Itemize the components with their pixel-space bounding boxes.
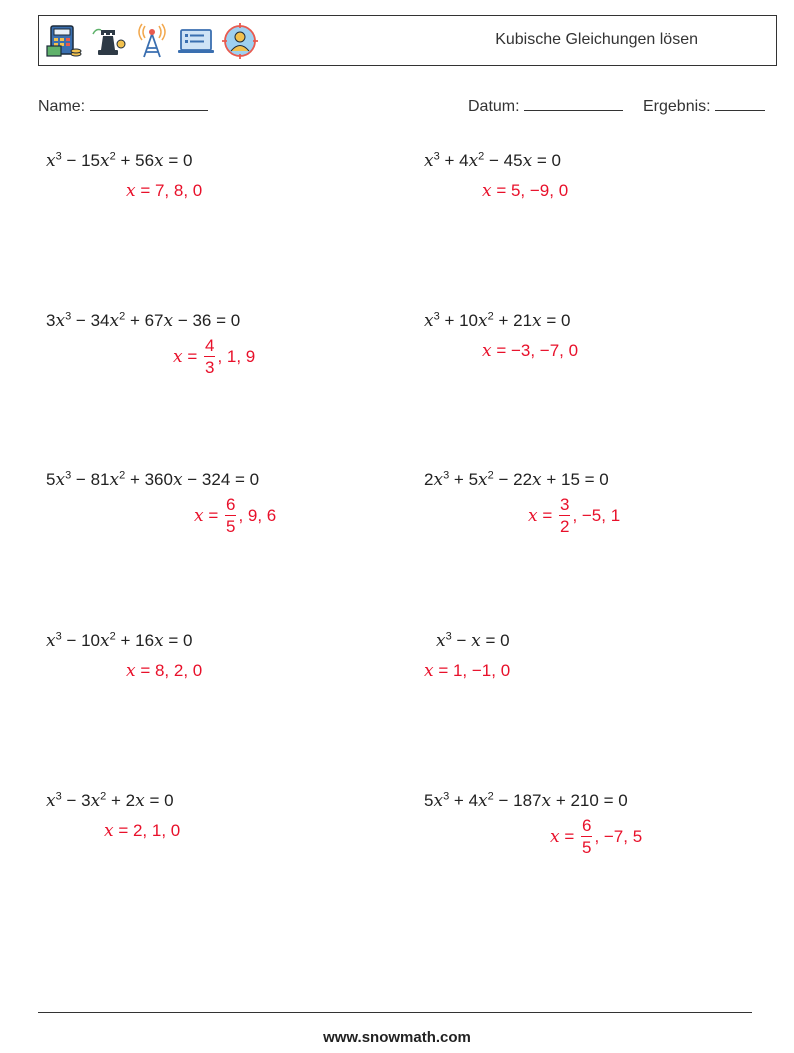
footer-divider — [38, 1012, 752, 1013]
worksheet-header — [38, 15, 777, 66]
date-field — [468, 96, 623, 116]
problem-equation: $x^3 + 4x^2 - 45x = 0$ — [424, 150, 562, 171]
answer-fraction: $\frac{6}{5}$ — [225, 495, 236, 536]
problem-answer: x = 5, −9, 0 — [482, 181, 569, 201]
name-field — [38, 96, 208, 116]
problem-answer: x = $\frac{4}{3}$ , 1, 9 — [173, 336, 256, 377]
problem-equation: $x^3 + 10x^2 + 21x = 0$ — [424, 310, 571, 331]
calculator-money-icon — [45, 22, 83, 60]
laptop-checklist-icon — [177, 22, 215, 60]
answer-fraction: $\frac{6}{5}$ — [581, 816, 592, 857]
name-label: Name: — [38, 98, 86, 115]
date-line[interactable] — [524, 96, 623, 111]
problem-equation: $x^3 - 3x^2 + 2x = 0$ — [46, 790, 174, 811]
problem-answer: x = $\frac{6}{5}$ , 9, 6 — [194, 495, 277, 536]
problem-equation: $x^3 - x = 0$ — [436, 630, 510, 651]
result-line[interactable] — [715, 96, 765, 111]
worksheet-title: Kubische Gleichungen lösen — [495, 31, 698, 48]
user-target-icon — [221, 22, 259, 60]
name-line[interactable] — [90, 96, 208, 111]
header-icons — [45, 22, 259, 60]
result-field — [643, 96, 765, 116]
problem-answer: x = $\frac{3}{2}$ , −5, 1 — [528, 495, 621, 536]
problem-equation: $x^3 - 15x^2 + 56x = 0$ — [46, 150, 193, 171]
problem-answer: x = 7, 8, 0 — [126, 181, 203, 201]
problem-answer: x = −3, −7, 0 — [482, 341, 579, 361]
problem-equation: $5x^3 - 81x^2 + 360x - 324 = 0$ — [46, 469, 260, 490]
problem-equation: $3x^3 - 34x^2 + 67x - 36 = 0$ — [46, 310, 241, 331]
problem-answer: x = 2, 1, 0 — [104, 821, 181, 841]
date-label: Datum: — [468, 98, 520, 115]
result-label: Ergebnis: — [643, 98, 711, 115]
answer-fraction: $\frac{3}{2}$ — [559, 495, 570, 536]
problem-equation: $x^3 - 10x^2 + 16x = 0$ — [46, 630, 193, 651]
chess-rook-icon — [89, 22, 127, 60]
radio-tower-icon — [133, 22, 171, 60]
problem-equation: $2x^3 + 5x^2 - 22x + 15 = 0$ — [424, 469, 609, 490]
problem-equation: $5x^3 + 4x^2 - 187x + 210 = 0$ — [424, 790, 628, 811]
problem-answer: x = $\frac{6}{5}$ , −7, 5 — [550, 816, 643, 857]
problem-answer: x = 1, −1, 0 — [424, 661, 511, 681]
footer-url[interactable]: www.snowmath.com — [323, 1029, 471, 1046]
answer-fraction: $\frac{4}{3}$ — [204, 336, 215, 377]
problem-answer: x = 8, 2, 0 — [126, 661, 203, 681]
